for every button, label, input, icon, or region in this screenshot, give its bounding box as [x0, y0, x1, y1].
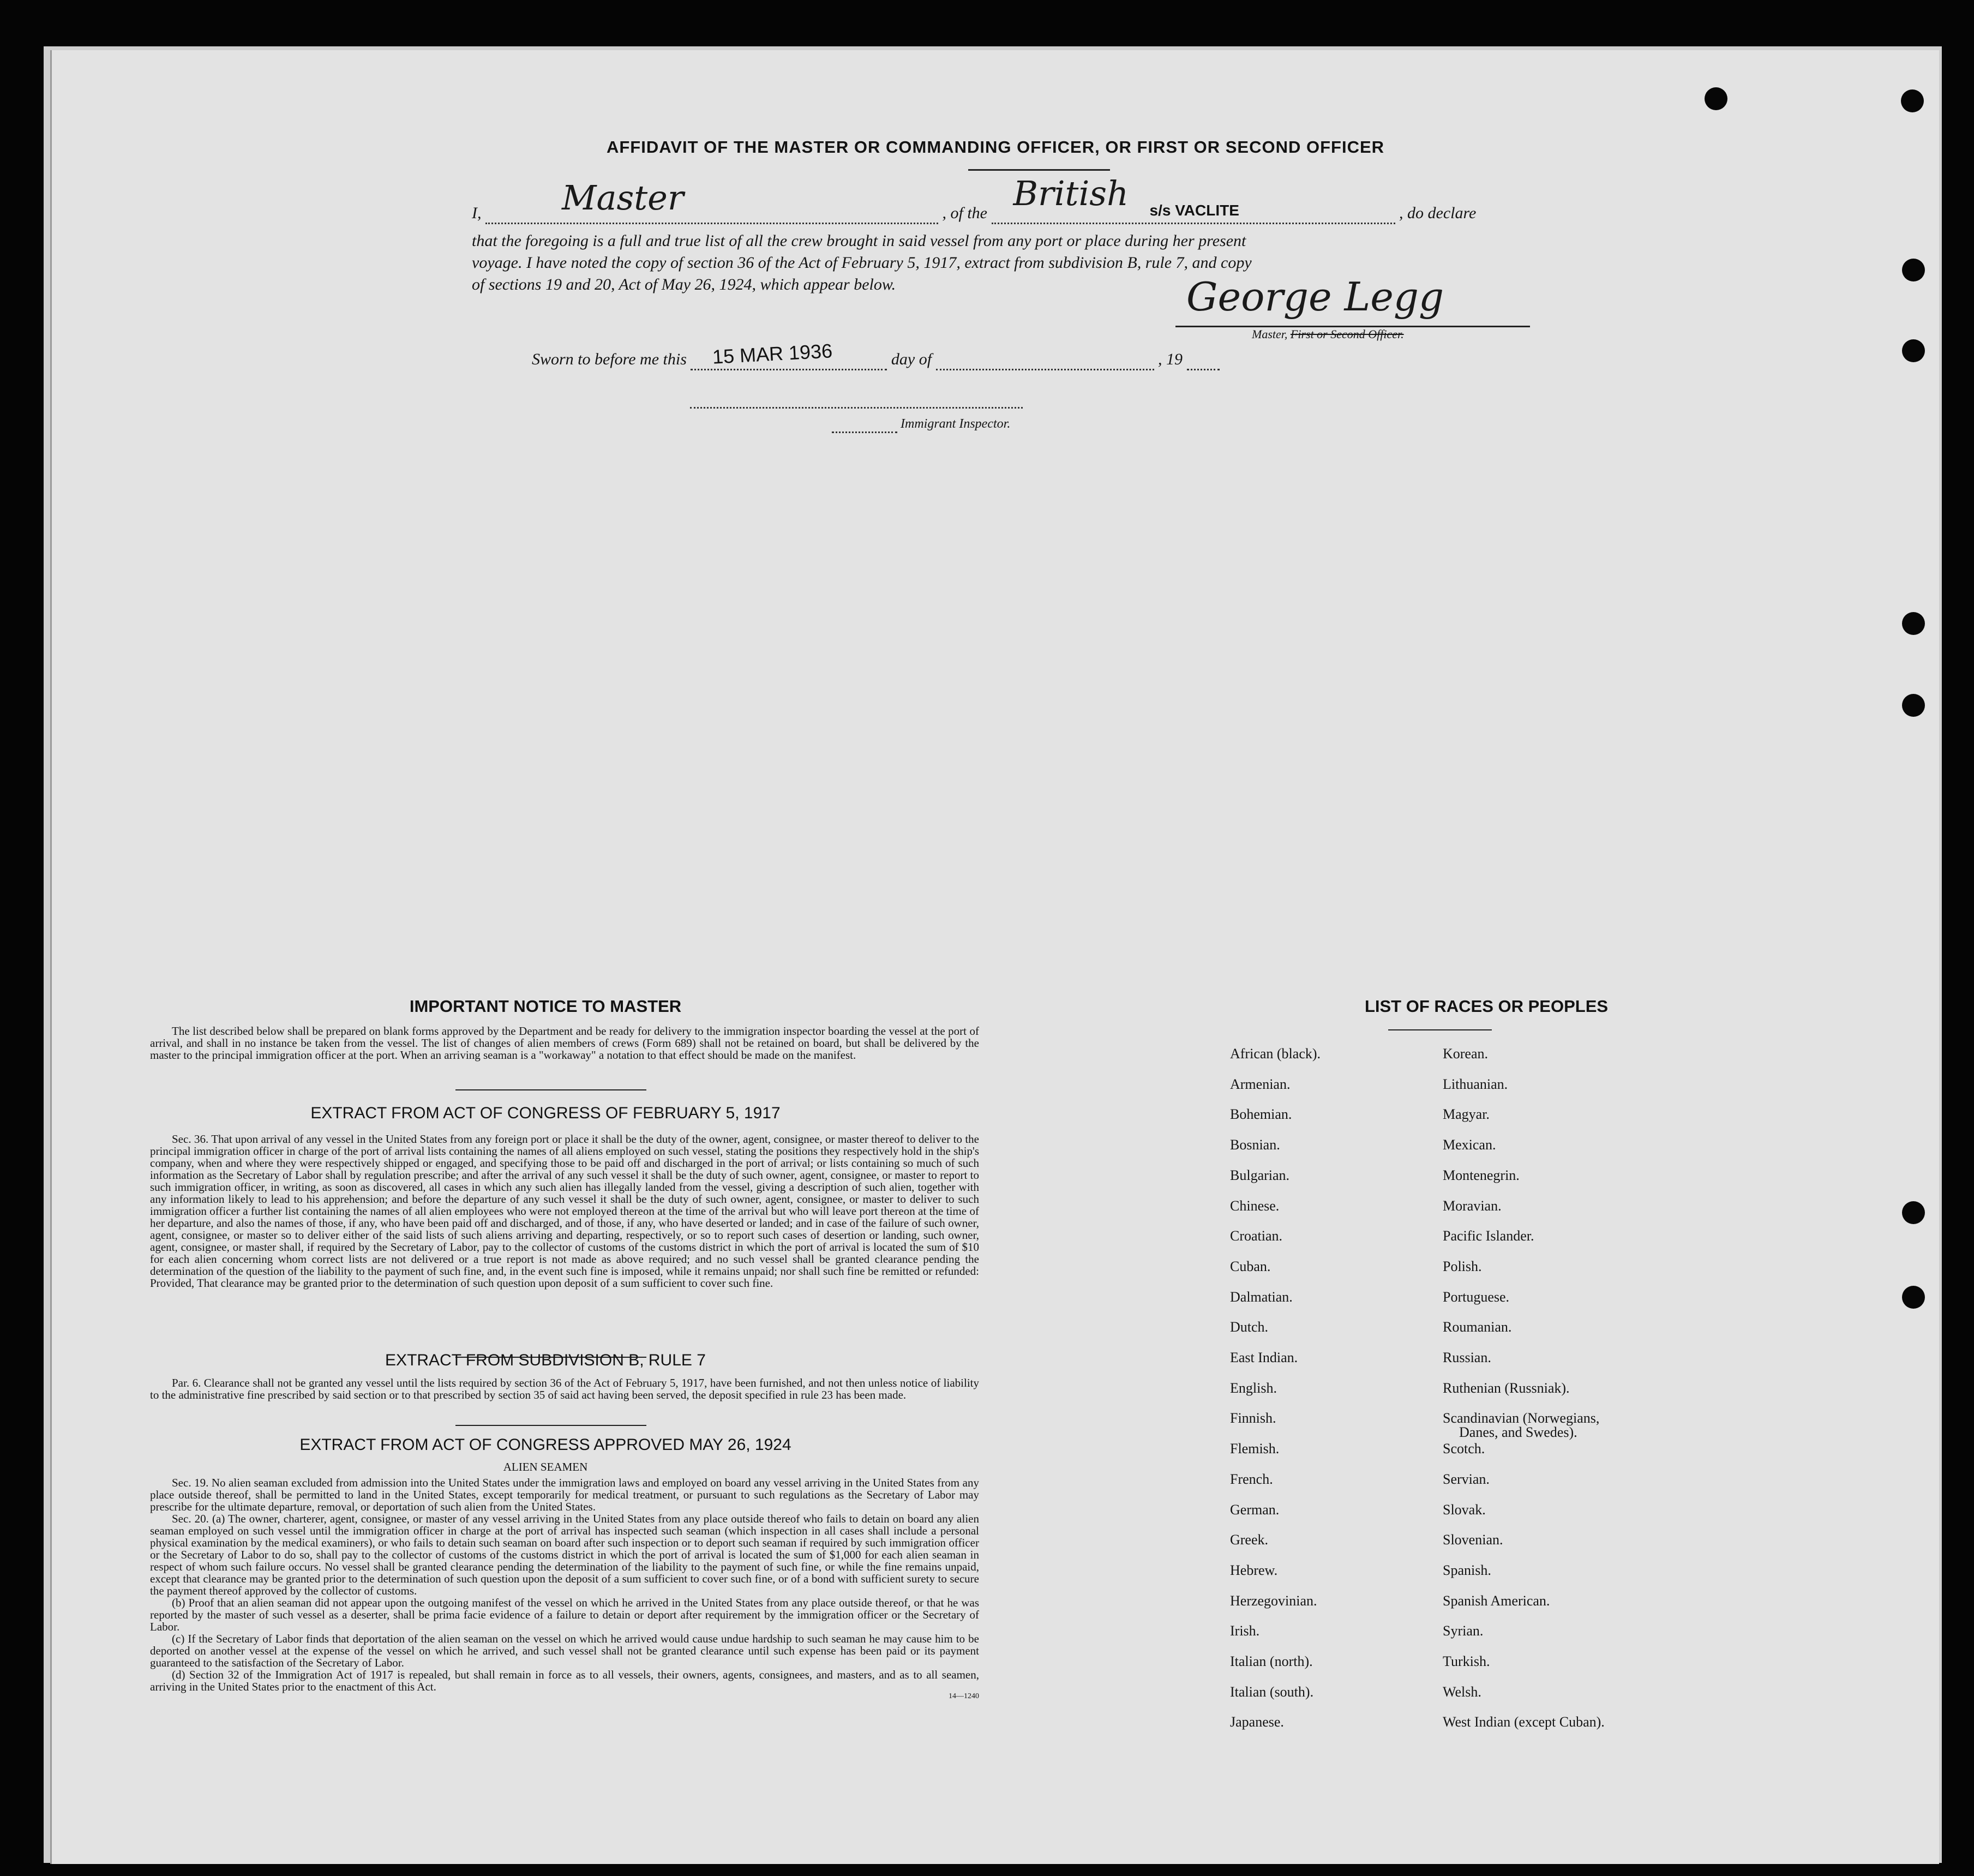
- race-item: Welsh.: [1443, 1683, 1481, 1700]
- extract-1917-body: Sec. 36. That upon arrival of any vessel in the United States from any foreign port or place it shall be the duty of the owner, agent, consignee, or master thereof to deliver to the principal immigration officer in charge of the port of arrival lists containing the names of all aliens employed on such vessel, stating the positions they respectively hold in the ship's company, when and where they were respectively shipped or engaged, and specifying those to be paid off and discharged in the port of arrival; or lists containing so much of such information as the Secretary of Labor shall by regulation prescribe; and after the arrival of any such vessel it shall be the duty of such owner, agent, consignee, or master to report to such immigration officer, in writing, as soon as discovered, all cases in which any such alien has illegally landed from the vessel, giving a description of such alien, together with any information likely to lead to his apprehension; and before the departure of any such vessel it shall be the duty of such owner, agent, consignee, or master to deliver to such immigration officer a further list containing the names of all alien employees who were not employed thereon at the time of the arrival but who will leave port thereon at the time of her departure, and also the names of those, if any, who have been paid off and discharged, and of those, if any, who have deserted or landed; and in case of the failure of such owner, agent, consignee, or master so to deliver either of the said lists of such aliens arriving and departing, respectively, or so to report such cases of desertion or landing, such owner, agent, consignee, or master shall, if required by the Secretary of Labor, pay to the collector of customs of the customs district in which the port of arrival is located the sum of $10 for each alien concerning whom correct lists are not delivered or a true report is not made as above required; and no such vessel shall be granted clearance pending the determination of the question of the liability to the payment of such fine, and, in the event such fine is imposed, while it remains unpaid; nor shall such fine be remitted or refunded: Provided, That clearance may be granted prior to the determination of such question upon deposit of a sum sufficient to cover such fine.: [150, 1132, 979, 1290]
- race-item: Bulgarian.: [1230, 1167, 1290, 1183]
- of-the-label: , of the: [942, 204, 987, 222]
- race-item: Croatian.: [1230, 1228, 1283, 1244]
- punch-hole: [1902, 339, 1925, 362]
- race-item: Roumanian.: [1443, 1319, 1512, 1335]
- race-item: Armenian.: [1230, 1076, 1291, 1092]
- race-item: Dalmatian.: [1230, 1288, 1293, 1305]
- affidavit-line-1: [472, 173, 1590, 224]
- sec-19: Sec. 19. No alien seaman excluded from admission into the United States under the immigration laws and employed on board any vessel arriving in the United States from any place outside thereof, shall be permitted to land in the United States, except temporarily for medical treatment, or pursuant to such regulations as the Secretary of Labor may prescribe for the ultimate departure, removal, or deportation of such alien from the United States.: [150, 1476, 979, 1513]
- sec-20b: (b) Proof that an alien seaman did not appear upon the outgoing manifest of the vessel on which he arrived in the United States from any place outside thereof, or that he was reported by the master of such vessel as a deserter, shall be prima facie evidence of a failure to detain or deport after requirement by the immigration officer or the Secretary of Labor.: [150, 1596, 979, 1633]
- affidavit-line-4: of sections 19 and 20, Act of May 26, 1924, which appear below.: [472, 275, 896, 293]
- document-page: [50, 50, 1939, 1864]
- signature: George Legg: [1186, 274, 1444, 320]
- year-label: , 19: [1158, 350, 1183, 368]
- punch-hole: [1901, 89, 1924, 112]
- race-item: Turkish.: [1443, 1653, 1490, 1669]
- race-item: Korean.: [1443, 1046, 1489, 1062]
- race-item: Bohemian.: [1230, 1106, 1292, 1123]
- affidavit-line-2: that the foregoing is a full and true list of all the crew brought in said vessel from any port or place during her present: [472, 232, 1246, 250]
- year-field: [1187, 350, 1220, 370]
- race-item: Lithuanian.: [1443, 1076, 1508, 1092]
- races-title: LIST OF RACES OR PEOPLES: [1364, 997, 1609, 1016]
- sec-20c: (c) If the Secretary of Labor finds that deportation of the alien seaman on the vessel on which he arrived would cause undue hardship to such seaman he may cause him to be deported on another vessel at the expense of the vessel on which he arrived, and such vessel shall not be granted clearance until such expense has been paid or its payment guaranteed to the satisfaction of the Secretary of Labor.: [150, 1632, 979, 1669]
- race-item: Syrian.: [1443, 1623, 1484, 1639]
- race-item: Hebrew.: [1230, 1562, 1278, 1578]
- race-item: East Indian.: [1230, 1350, 1298, 1365]
- punch-hole: [1902, 1286, 1925, 1309]
- sec-20d: (d) Section 32 of the Immigration Act of 1917 is repealed, but shall remain in force as to all vessels, their owners, agents, consignees, and masters, and as to all seamen, arriving in the United States prior to the enactment of this Act.: [150, 1668, 979, 1693]
- punch-hole: [1902, 259, 1925, 281]
- divider: [455, 1089, 646, 1090]
- inspector-dots: [832, 417, 897, 433]
- race-item: Slovak.: [1443, 1501, 1486, 1518]
- punch-hole: [1902, 1201, 1925, 1224]
- race-item: Danes, and Swedes).: [1459, 1424, 1577, 1441]
- inspector-label: [832, 417, 1010, 433]
- handwritten-vessel: British: [1013, 173, 1129, 213]
- race-item: Scotch.: [1443, 1441, 1485, 1457]
- form-number: 14—1240: [949, 1692, 979, 1700]
- affidavit-title: AFFIDAVIT OF THE MASTER OR COMMANDING OFFICER, OR FIRST OR SECOND OFFICER: [606, 137, 1385, 157]
- day-of-label: day of: [891, 350, 932, 368]
- race-item: Italian (north).: [1230, 1653, 1313, 1669]
- race-item: Cuban.: [1230, 1258, 1271, 1274]
- do-declare-label: , do declare: [1399, 204, 1477, 222]
- race-item: Japanese.: [1230, 1714, 1284, 1730]
- race-item: Magyar.: [1443, 1106, 1490, 1123]
- notice-body: The list described below shall be prepared on blank forms approved by the Department and be ready for delivery to the immigration inspector boarding the vessel at the port of arrival, and shall in no instance be taken from the vessel. The list of changes of alien members of crews (Form 689) shall not be retained on board, but shall be delivered by the master to the principal immigration officer at the port. When an arriving seaman is a "workaway" a notation to that effect should be made on the manifest.: [150, 1024, 979, 1062]
- i-label: I,: [472, 204, 482, 222]
- punch-hole: [1902, 612, 1925, 635]
- race-item: Bosnian.: [1230, 1137, 1280, 1153]
- race-item: Greek.: [1230, 1532, 1269, 1548]
- extract-1917-title: EXTRACT FROM ACT OF CONGRESS OF FEBRUARY 5, 1917: [310, 1104, 781, 1122]
- caption-struck: First or Second Officer.: [1290, 327, 1404, 341]
- sworn-date-field: [691, 339, 887, 370]
- handwritten-name: Master: [562, 178, 684, 218]
- caption-master: Master,: [1252, 327, 1288, 341]
- race-item: Irish.: [1230, 1623, 1260, 1639]
- race-item: Slovenian.: [1443, 1532, 1503, 1548]
- punch-hole: [1902, 694, 1925, 717]
- race-item: Montenegrin.: [1443, 1167, 1520, 1183]
- race-item: Mexican.: [1443, 1137, 1496, 1153]
- race-item: Spanish American.: [1443, 1592, 1550, 1609]
- race-item: Russian.: [1443, 1350, 1491, 1365]
- race-item: Pacific Islander.: [1443, 1228, 1534, 1244]
- affidavit-line-3: voyage. I have noted the copy of section 36 of the Act of February 5, 1917, extract from subdivision B, rule 7, and copy: [472, 254, 1252, 272]
- race-item: Flemish.: [1230, 1441, 1280, 1457]
- name-field: [485, 178, 938, 224]
- race-item: African (black).: [1230, 1046, 1321, 1062]
- races-title-rule: [1388, 1029, 1492, 1030]
- race-item: Polish.: [1443, 1258, 1482, 1274]
- race-item: Herzegovinian.: [1230, 1592, 1317, 1609]
- sec-20a: Sec. 20. (a) The owner, charterer, agent, consignee, or master of any vessel arriving in the United States from any place outside thereof who fails to detain on board any alien seaman employed on such vessel until the immigration officer in charge at the port of arrival has inspected such seaman (which inspection in all cases shall include a personal physical examination by the medical examiners), or who fails to detain such seaman on board after such inspection or to deport such seaman if required by such immigration officer or the Secretary of Labor to do so, shall pay to the collector of customs of the customs district in which the port of arrival is located the sum of $1,000 for each alien seaman in respect of whom such failure occurs. No vessel shall be granted clearance pending the determination of the liability to the payment of such fine, or while the fine remains unpaid, except that clearance may be granted prior to the determination of such question upon the deposit of a sum sufficient to cover such fine, or of a bond with sufficient surety to secure the payment thereof approved by the collector of customs.: [150, 1512, 979, 1597]
- race-item: West Indian (except Cuban).: [1443, 1714, 1605, 1730]
- vessel-field: [992, 173, 1395, 224]
- race-item: Scandinavian (Norwegians,: [1443, 1410, 1600, 1427]
- punch-hole: [1705, 87, 1727, 110]
- divider: [455, 1425, 646, 1426]
- month-field: [936, 350, 1154, 370]
- sworn-line: [532, 339, 1220, 370]
- extract-rule7-title: EXTRACT FROM SUBDIVISION B, RULE 7: [385, 1351, 706, 1369]
- extract-1924-body: [150, 1477, 979, 1700]
- race-item: Dutch.: [1230, 1319, 1269, 1335]
- race-item: English.: [1230, 1380, 1277, 1396]
- race-item: German.: [1230, 1501, 1280, 1518]
- sworn-label: Sworn to before me this: [532, 350, 687, 368]
- vessel-name-stamp: s/s VACLITE: [1149, 202, 1239, 219]
- race-item: Servian.: [1443, 1471, 1490, 1487]
- race-item: Chinese.: [1230, 1197, 1280, 1214]
- extract-1924-title: EXTRACT FROM ACT OF CONGRESS APPROVED MAY 26, 1924: [299, 1436, 791, 1454]
- signature-caption: [1252, 327, 1404, 341]
- race-item: Finnish.: [1230, 1410, 1276, 1427]
- race-item: Italian (south).: [1230, 1683, 1314, 1700]
- race-item: Portuguese.: [1443, 1288, 1510, 1305]
- title-rule: [968, 169, 1110, 171]
- race-item: Ruthenian (Russniak).: [1443, 1380, 1570, 1396]
- date-stamp: 15 MAR 1936: [712, 339, 833, 368]
- extract-rule7-body: Par. 6. Clearance shall not be granted any vessel until the lists required by section 36 of the Act of February 5, 1917, have been furnished, and not then unless notice of liability to the administrative fine prescribed by said section or to that prescribed by section 35 of said act having been served, the deposit specified in rule 23 has been made.: [150, 1376, 979, 1401]
- extract-1924-subtitle: ALIEN SEAMEN: [503, 1460, 588, 1473]
- inspector-label-text: Immigrant Inspector.: [901, 417, 1011, 431]
- inspector-line: [690, 405, 1023, 409]
- race-item: French.: [1230, 1471, 1273, 1487]
- race-item: Moravian.: [1443, 1197, 1502, 1214]
- inspector-dotline: [690, 405, 1023, 409]
- notice-title: IMPORTANT NOTICE TO MASTER: [409, 997, 682, 1016]
- race-item: Spanish.: [1443, 1562, 1491, 1578]
